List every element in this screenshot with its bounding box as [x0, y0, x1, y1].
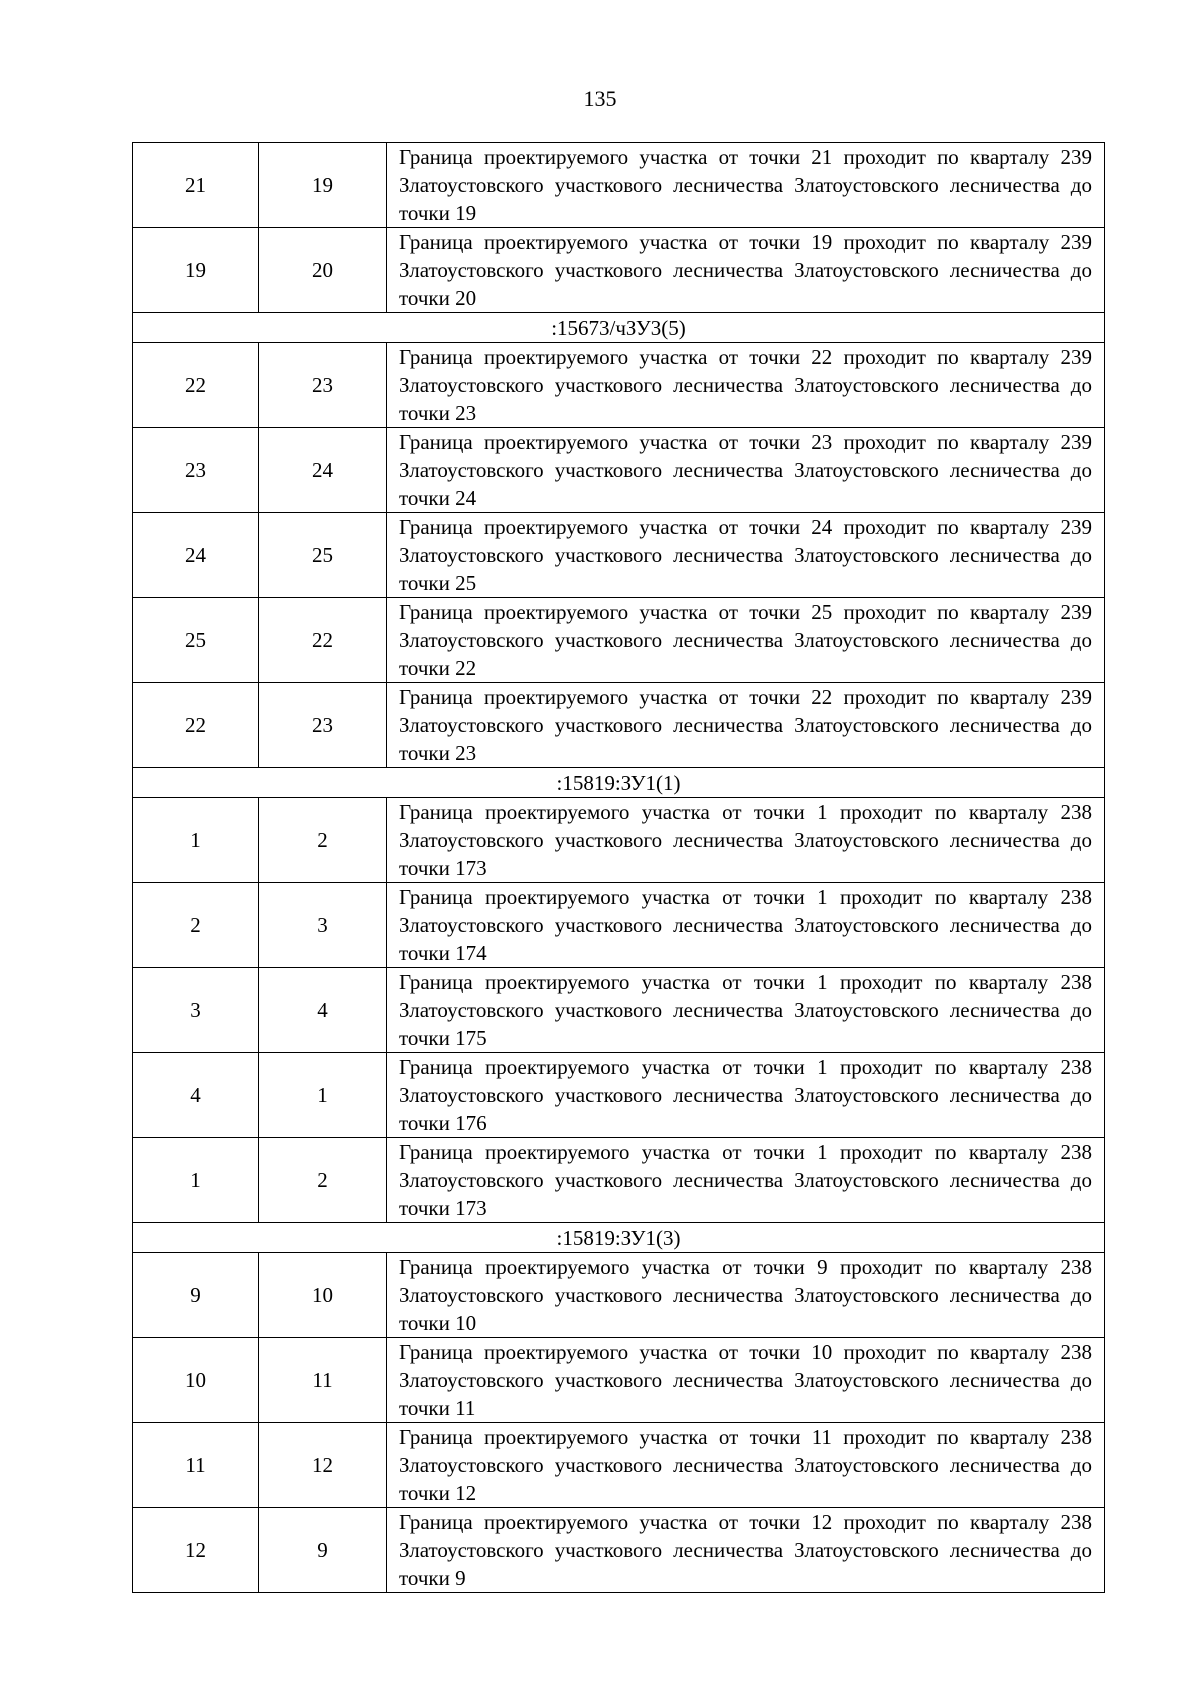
boundary-description-cell: Граница проектируемого участка от точки 1 проходит по кварталу 238 Златоустовского участкового лесничества Златоустовского лесничества до точки 173 — [387, 1138, 1105, 1223]
boundary-description-cell: Граница проектируемого участка от точки 12 проходит по кварталу 238 Златоустовского участкового лесничества Златоустовского лесничества до точки 9 — [387, 1508, 1105, 1593]
from-point-cell: 23 — [133, 428, 259, 513]
boundary-description-cell: Граница проектируемого участка от точки 22 проходит по кварталу 239 Златоустовского участкового лесничества Златоустовского лесничества до точки 23 — [387, 683, 1105, 768]
from-point-cell: 24 — [133, 513, 259, 598]
table-row — [133, 228, 1105, 313]
from-point-cell: 3 — [133, 968, 259, 1053]
from-point-cell: 9 — [133, 1253, 259, 1338]
table-row — [133, 143, 1105, 228]
to-point-cell: 4 — [259, 968, 387, 1053]
from-point-cell: 1 — [133, 798, 259, 883]
boundary-description-cell: Граница проектируемого участка от точки 10 проходит по кварталу 238 Златоустовского участкового лесничества Златоустовского лесничества до точки 11 — [387, 1338, 1105, 1423]
boundary-description-cell: Граница проектируемого участка от точки 11 проходит по кварталу 238 Златоустовского участкового лесничества Златоустовского лесничества до точки 12 — [387, 1423, 1105, 1508]
boundary-description-cell: Граница проектируемого участка от точки 9 проходит по кварталу 238 Златоустовского участкового лесничества Златоустовского лесничества до точки 10 — [387, 1253, 1105, 1338]
from-point-cell: 22 — [133, 683, 259, 768]
table-row — [133, 968, 1105, 1053]
boundary-description-cell: Граница проектируемого участка от точки 24 проходит по кварталу 239 Златоустовского участкового лесничества Златоустовского лесничества до точки 25 — [387, 513, 1105, 598]
boundary-description-cell: Граница проектируемого участка от точки 21 проходит по кварталу 239 Златоустовского участкового лесничества Златоустовского лесничества до точки 19 — [387, 143, 1105, 228]
from-point-cell: 10 — [133, 1338, 259, 1423]
from-point-cell: 19 — [133, 228, 259, 313]
boundary-description-cell: Граница проектируемого участка от точки 23 проходит по кварталу 239 Златоустовского участкового лесничества Златоустовского лесничества до точки 24 — [387, 428, 1105, 513]
table-body — [133, 143, 1105, 1593]
to-point-cell: 25 — [259, 513, 387, 598]
table-row — [133, 1253, 1105, 1338]
from-point-cell: 12 — [133, 1508, 259, 1593]
from-point-cell: 4 — [133, 1053, 259, 1138]
section-title: :15819:ЗУ1(1) — [133, 768, 1105, 798]
from-point-cell: 22 — [133, 343, 259, 428]
table-row — [133, 1053, 1105, 1138]
boundary-description-cell: Граница проектируемого участка от точки 1 проходит по кварталу 238 Златоустовского участкового лесничества Златоустовского лесничества до точки 176 — [387, 1053, 1105, 1138]
table-row — [133, 513, 1105, 598]
section-title: :15673/чЗУ3(5) — [133, 313, 1105, 343]
section-header-row — [133, 768, 1105, 798]
to-point-cell: 11 — [259, 1338, 387, 1423]
table-row — [133, 1508, 1105, 1593]
from-point-cell: 25 — [133, 598, 259, 683]
section-header-row — [133, 313, 1105, 343]
boundary-description-cell: Граница проектируемого участка от точки 1 проходит по кварталу 238 Златоустовского участкового лесничества Златоустовского лесничества до точки 175 — [387, 968, 1105, 1053]
table-row — [133, 883, 1105, 968]
boundary-description-cell: Граница проектируемого участка от точки 25 проходит по кварталу 239 Златоустовского участкового лесничества Златоустовского лесничества до точки 22 — [387, 598, 1105, 683]
table-row — [133, 683, 1105, 768]
section-header-row — [133, 1223, 1105, 1253]
from-point-cell: 11 — [133, 1423, 259, 1508]
to-point-cell: 2 — [259, 798, 387, 883]
table-row — [133, 343, 1105, 428]
boundary-description-cell: Граница проектируемого участка от точки 22 проходит по кварталу 239 Златоустовского участкового лесничества Златоустовского лесничества до точки 23 — [387, 343, 1105, 428]
boundary-description-cell: Граница проектируемого участка от точки 1 проходит по кварталу 238 Златоустовского участкового лесничества Златоустовского лесничества до точки 173 — [387, 798, 1105, 883]
from-point-cell: 2 — [133, 883, 259, 968]
to-point-cell: 20 — [259, 228, 387, 313]
boundary-description-cell: Граница проектируемого участка от точки 1 проходит по кварталу 238 Златоустовского участкового лесничества Златоустовского лесничества до точки 174 — [387, 883, 1105, 968]
to-point-cell: 24 — [259, 428, 387, 513]
to-point-cell: 19 — [259, 143, 387, 228]
page-number: 135 — [583, 86, 617, 111]
table-row — [133, 598, 1105, 683]
table-row — [133, 1423, 1105, 1508]
table-row — [133, 1138, 1105, 1223]
boundary-description-cell: Граница проектируемого участка от точки 19 проходит по кварталу 239 Златоустовского участкового лесничества Златоустовского лесничества до точки 20 — [387, 228, 1105, 313]
to-point-cell: 1 — [259, 1053, 387, 1138]
table-row — [133, 1338, 1105, 1423]
section-title: :15819:ЗУ1(3) — [133, 1223, 1105, 1253]
from-point-cell: 1 — [133, 1138, 259, 1223]
to-point-cell: 2 — [259, 1138, 387, 1223]
to-point-cell: 10 — [259, 1253, 387, 1338]
from-point-cell: 21 — [133, 143, 259, 228]
to-point-cell: 3 — [259, 883, 387, 968]
to-point-cell: 9 — [259, 1508, 387, 1593]
boundary-table — [132, 142, 1105, 1593]
to-point-cell: 12 — [259, 1423, 387, 1508]
to-point-cell: 23 — [259, 343, 387, 428]
to-point-cell: 22 — [259, 598, 387, 683]
table-row — [133, 428, 1105, 513]
table-row — [133, 798, 1105, 883]
to-point-cell: 23 — [259, 683, 387, 768]
